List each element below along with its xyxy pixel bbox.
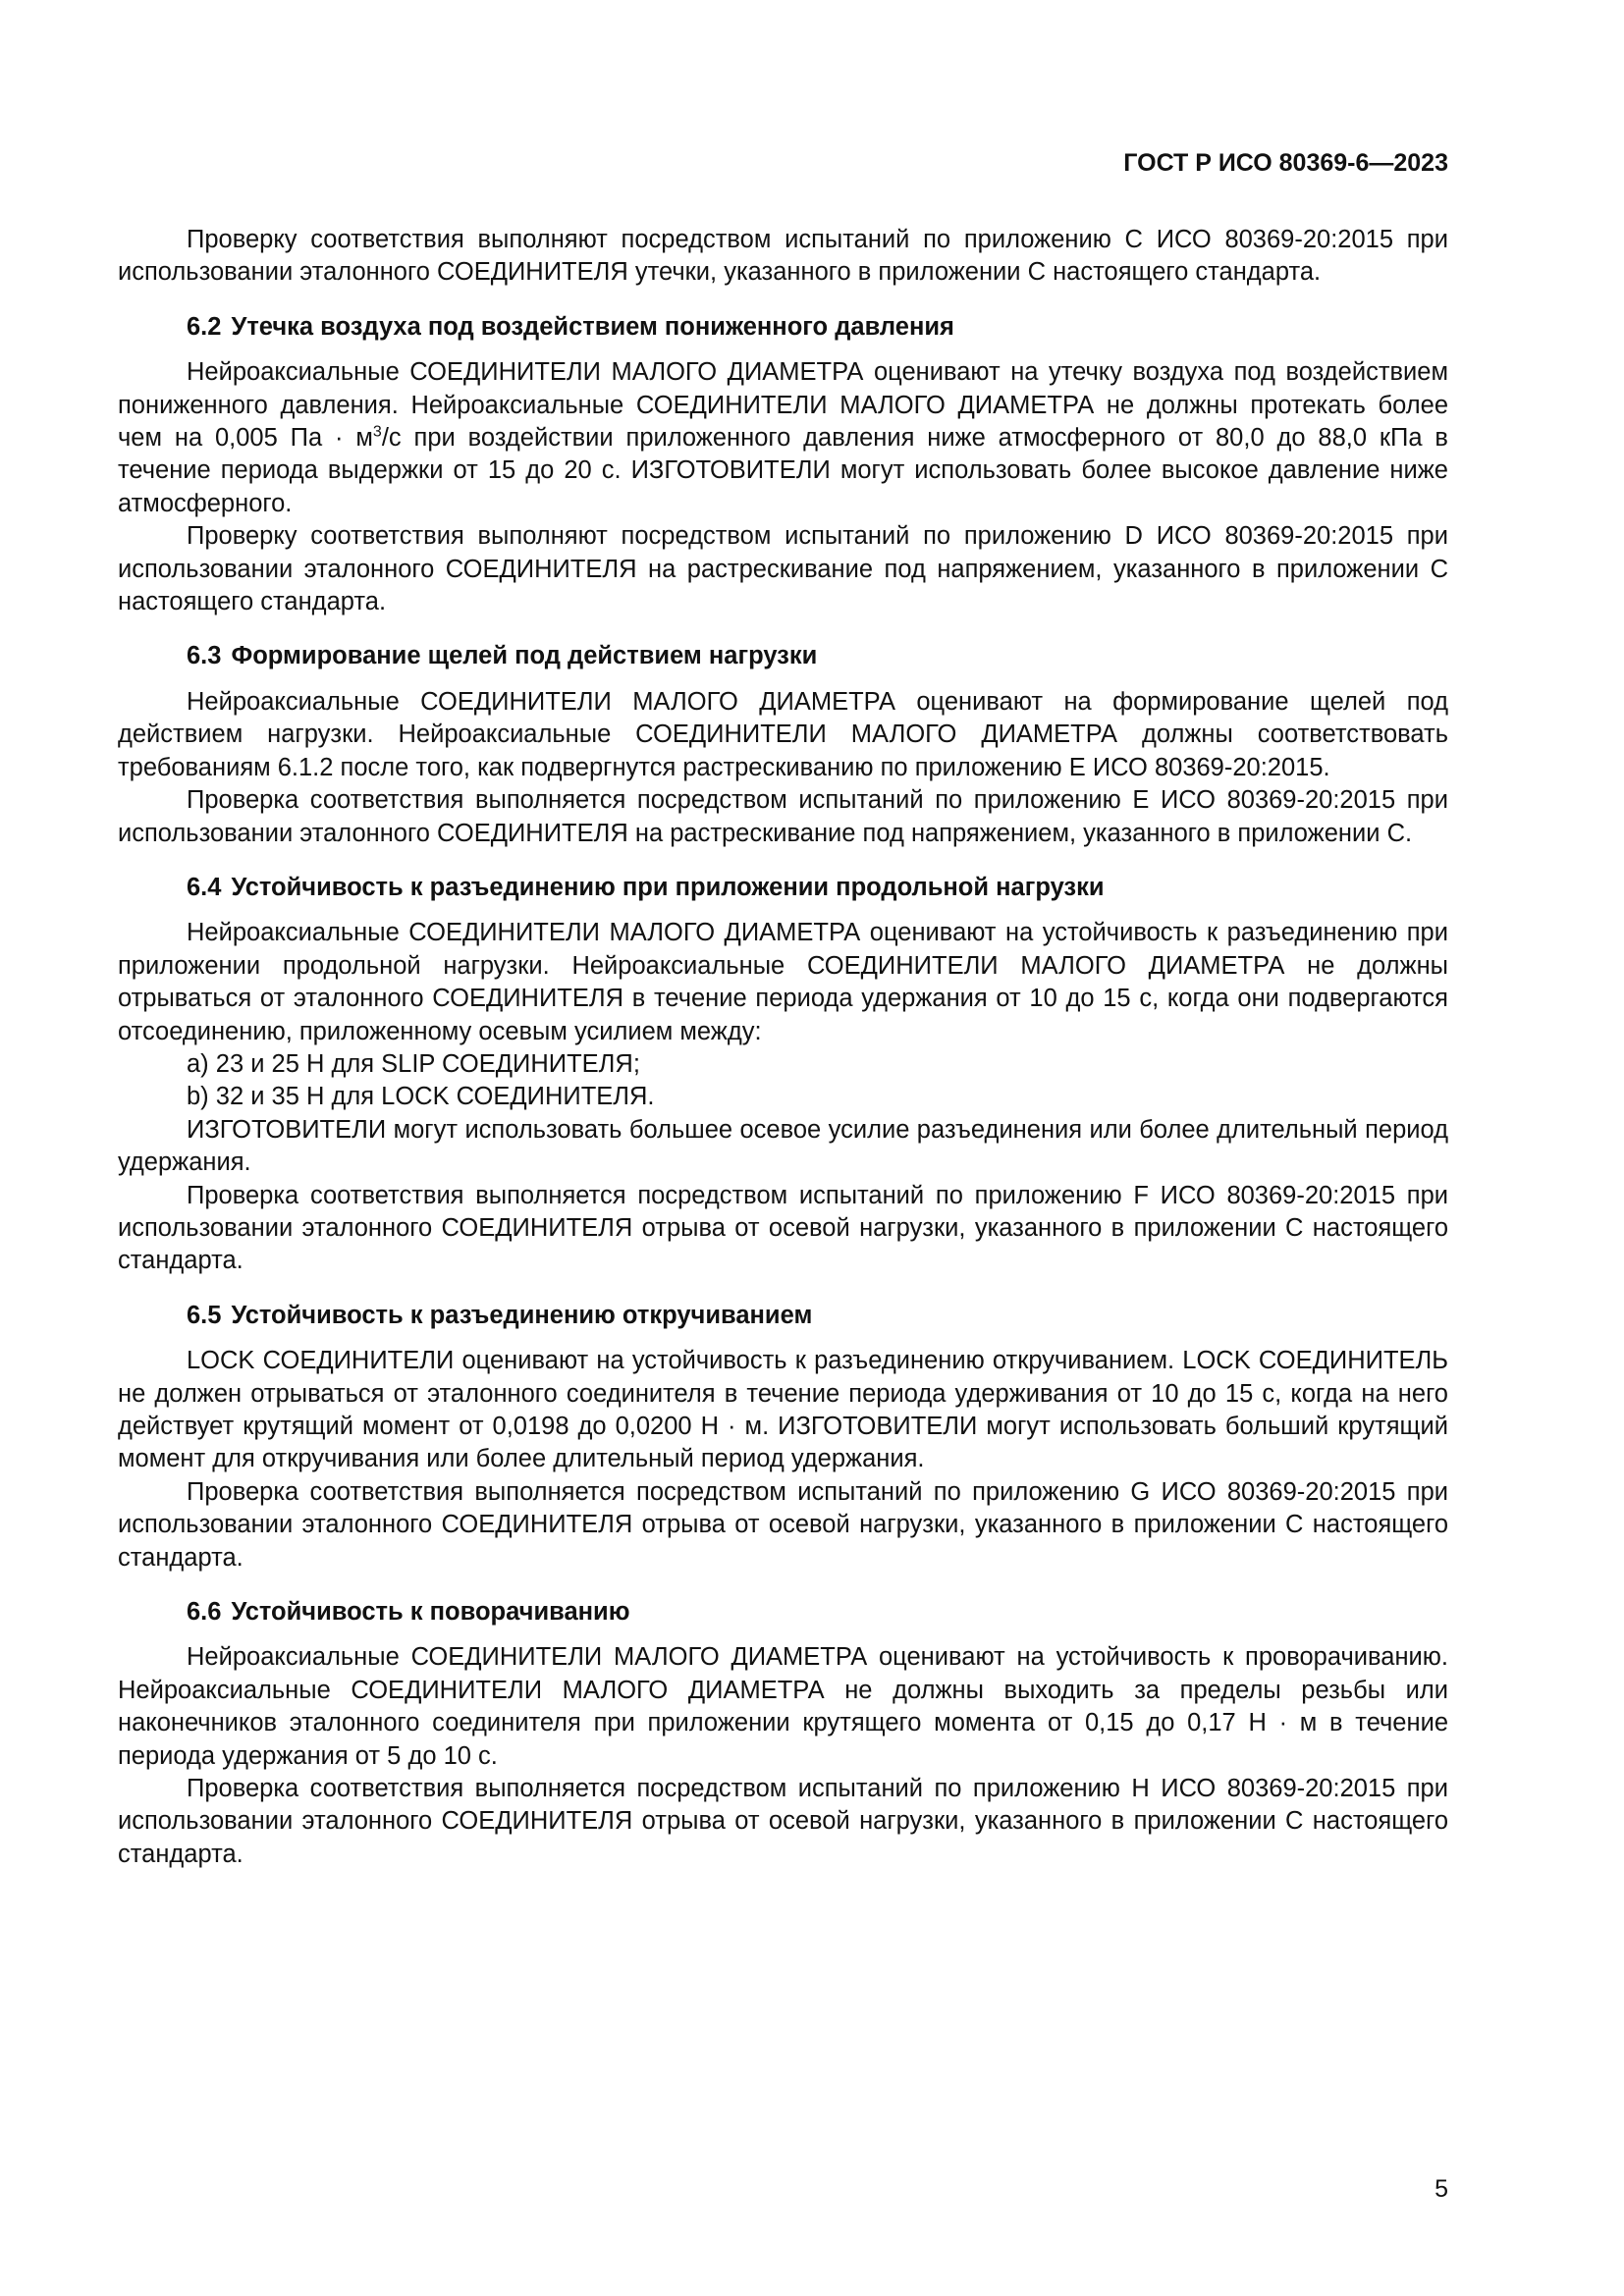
list-item: a) 23 и 25 Н для SLIP СОЕДИНИТЕЛЯ;: [187, 1049, 640, 1078]
section-number: 6.6: [187, 1598, 222, 1627]
paragraph: Нейроаксиальные СОЕДИНИТЕЛИ МАЛОГО ДИАМЕТРА оценивают на устойчивость к разъединению при приложении продольной нагрузки. Нейроаксиальные СОЕДИНИТЕЛИ МАЛОГО ДИАМЕТРА не должны отрываться от эталонного СОЕДИНИТЕЛЯ в течение периода удержания от 10 до 15 с, когда они подвергаются отсоединению, приложенному осевым усилием между:: [118, 919, 1448, 1045]
paragraph: Проверку соответствия выполняют посредством испытаний по приложению D ИСО 80369-20:2015 при использовании эталонного СОЕДИНИТЕЛЯ на растрескивание под напряжением, указанного в приложении С настоящего стандарта.: [118, 522, 1448, 616]
paragraph: Проверка соответствия выполняется посредством испытаний по приложению G ИСО 80369-20:2015 при использовании эталонного СОЕДИНИТЕЛЯ отрыва от осевой нагрузки, указанного в приложении С настоящего стандарта.: [118, 1477, 1448, 1572]
section-heading-6-2: [118, 311, 1448, 344]
section-heading-6-4: [118, 872, 1448, 904]
section-title: Утечка воздуха под воздействием пониженного давления: [231, 312, 954, 341]
superscript: 3: [372, 423, 382, 441]
paragraph: Нейроаксиальные СОЕДИНИТЕЛИ МАЛОГО ДИАМЕТРА оценивают на формирование щелей под действием нагрузки. Нейроаксиальные СОЕДИНИТЕЛИ МАЛОГО ДИАМЕТРА должны соответствовать требованиям 6.1.2 после того, как подвергнутся растрескиванию по приложению Е ИСО 80369-20:2015.: [118, 687, 1448, 781]
paragraph: Проверка соответствия выполняется посредством испытаний по приложению Н ИСО 80369-20:2015 при использовании эталонного СОЕДИНИТЕЛЯ отрыва от осевой нагрузки, указанного в приложении С настоящего стандарта.: [118, 1775, 1448, 1868]
section-heading-6-5: [118, 1300, 1448, 1332]
paragraph: Проверку соответствия выполняют посредством испытаний по приложению С ИСО 80369-20:2015 при использовании эталонного СОЕДИНИТЕЛЯ утечки, указанного в приложении С настоящего стандарта.: [118, 226, 1448, 287]
section-heading-6-6: [118, 1596, 1448, 1629]
list-item: b) 32 и 35 Н для LOCK СОЕДИНИТЕЛЯ.: [187, 1083, 655, 1111]
standard-code-header: ГОСТ Р ИСО 80369-6—2023: [1123, 149, 1448, 177]
section-heading-6-3: [118, 640, 1448, 672]
section-title: Формирование щелей под действием нагрузки: [231, 642, 818, 670]
paragraph: Проверка соответствия выполняется посредством испытаний по приложению F ИСО 80369-20:2015 при использовании эталонного СОЕДИНИТЕЛЯ отрыва от осевой нагрузки, указанного в приложении С настоящего стандарта.: [118, 1181, 1448, 1275]
paragraph: Нейроаксиальные СОЕДИНИТЕЛИ МАЛОГО ДИАМЕТРА оценивают на устойчивость к проворачиванию. Нейроаксиальные СОЕДИНИТЕЛИ МАЛОГО ДИАМЕТРА не должны выходить за пределы резьбы или наконечников эталонного соединителя при приложении крутящего момента от 0,15 до 0,17 Н · м в течение периода удержания от 5 до 10 с.: [118, 1643, 1448, 1770]
document-page: [118, 0, 1448, 2296]
document-body: [118, 224, 1448, 1871]
paragraph: Проверка соответствия выполняется посредством испытаний по приложению Е ИСО 80369-20:2015 при использовании эталонного СОЕДИНИТЕЛЯ на растрескивание под напряжением, указанного в приложении С.: [118, 786, 1448, 847]
section-number: 6.5: [187, 1301, 222, 1329]
section-title: Устойчивость к разъединению откручиванием: [231, 1301, 813, 1329]
paragraph: [118, 356, 1448, 520]
section-number: 6.4: [187, 873, 222, 901]
page-number: 5: [1435, 2175, 1448, 2203]
section-title: Устойчивость к разъединению при приложении продольной нагрузки: [231, 873, 1105, 901]
paragraph-text: /с при воздействии приложенного давления ниже атмосферного от 80,0 до 88,0 кПа в течение периода выдержки от 15 до 20 с. ИЗГОТОВИТЕЛИ могут использовать более высокое давление ниже атмосферного.: [118, 424, 1448, 517]
section-number: 6.3: [187, 642, 222, 670]
section-number: 6.2: [187, 312, 222, 341]
paragraph: ИЗГОТОВИТЕЛИ могут использовать большее осевое усилие разъединения или более длительный период удержания.: [118, 1115, 1448, 1177]
section-title: Устойчивость к поворачиванию: [231, 1598, 630, 1627]
paragraph-text: Нейроаксиальные СОЕДИНИТЕЛИ МАЛОГО ДИАМЕТРА оценивают на утечку воздуха под воздействием пониженного давления. Нейроаксиальные СОЕДИНИТЕЛИ МАЛОГО ДИАМЕТРА не должны протекать более чем на 0,005 Па · м: [118, 358, 1448, 453]
paragraph: LOCK СОЕДИНИТЕЛИ оценивают на устойчивость к разъединению откручиванием. LOCK СОЕДИНИТЕЛЬ не должен отрываться от эталонного соединителя в течение периода удерживания от 10 до 15 с, когда на него действует крутящий момент от 0,0198 до 0,0200 Н · м. ИЗГОТОВИТЕЛИ могут использовать больший крутящий момент для откручивания или более длительный период удержания.: [118, 1347, 1448, 1473]
